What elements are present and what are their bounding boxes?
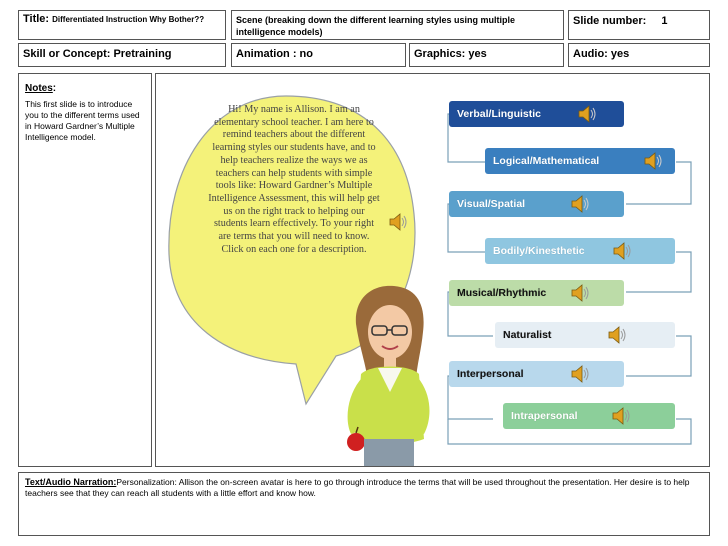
notes-text: This first slide is to introduce you to the different terms used in Howard Gardner’s Multiple Intelligence model.	[25, 99, 140, 142]
narration-text: Personalization: Allison the on-screen avatar is here to go through introduce the terms that will be used throughout the presentation. Her desire is to help teachers see that they can reach all students with a little effort and know how.	[25, 477, 690, 498]
graphics-cell	[409, 43, 564, 67]
skill-cell	[18, 43, 226, 67]
teacher-avatar	[347, 286, 429, 467]
narration-panel	[18, 472, 710, 536]
term-label: Musical/Rhythmic	[457, 287, 547, 299]
term-musical-rhythmic[interactable]	[449, 280, 624, 306]
speaker-icon[interactable]	[570, 364, 592, 384]
notes-panel: Notes: This first slide is to introduce you to the different terms used in Howard Gardner’s Multiple Intelligence model.	[18, 73, 152, 467]
term-intrapersonal[interactable]	[503, 403, 675, 429]
graphics-text: Graphics: yes	[414, 48, 487, 60]
narration-title: Text/Audio Narration:	[25, 477, 117, 487]
audio-text: Audio: yes	[573, 48, 630, 60]
notes-title: Notes	[25, 83, 53, 94]
title-value: Differentiated Instruction Why Bother??	[52, 15, 205, 24]
speaker-icon[interactable]	[577, 104, 599, 124]
skill-text: Skill or Concept: Pretraining	[23, 48, 172, 60]
speaker-icon[interactable]	[388, 212, 410, 232]
term-label: Verbal/Linguistic	[457, 108, 542, 120]
scene-text: Scene (breaking down the different learning styles using multiple intelligence models)	[236, 15, 516, 37]
audio-cell	[568, 43, 710, 67]
speaker-icon[interactable]	[611, 406, 633, 426]
term-label: Interpersonal	[457, 368, 524, 380]
term-label: Visual/Spatial	[457, 198, 526, 210]
speaker-icon[interactable]	[643, 151, 665, 171]
narration-block	[25, 477, 703, 499]
term-visual-spatial[interactable]	[449, 191, 624, 217]
term-interpersonal[interactable]	[449, 361, 624, 387]
title-cell	[18, 10, 226, 40]
speaker-icon[interactable]	[570, 283, 592, 303]
scene-cell	[231, 10, 564, 40]
slide-number-cell	[568, 10, 710, 40]
term-naturalist[interactable]	[495, 322, 675, 348]
slide-number-value: 1	[661, 15, 668, 27]
slide-number-label: Slide number:	[573, 15, 647, 27]
term-label: Naturalist	[503, 329, 552, 341]
title-label: Title:	[23, 13, 50, 25]
term-bodily-kinesthetic[interactable]	[485, 238, 675, 264]
term-label: Logical/Mathematical	[493, 155, 600, 167]
speaker-icon[interactable]	[570, 194, 592, 214]
speech-bubble-text: Hi! My name is Allison. I am an elementary school teacher. I am here to remind teachers about the different learning styles our students have, and to help teachers realize the ways we as teachers can help students with simple tools like: Howard Gardner’s Multiple Intelligence Assessment, this will help get us on the right track to helping our students learn effectively. To your right are terms that you will need to know. Click on each one for a description.	[208, 104, 380, 255]
animation-cell	[231, 43, 406, 67]
speaker-icon[interactable]	[607, 325, 629, 345]
animation-text: Animation : no	[236, 48, 313, 60]
term-label: Bodily/Kinesthetic	[493, 245, 585, 257]
speaker-icon[interactable]	[612, 241, 634, 261]
term-label: Intrapersonal	[511, 410, 578, 422]
